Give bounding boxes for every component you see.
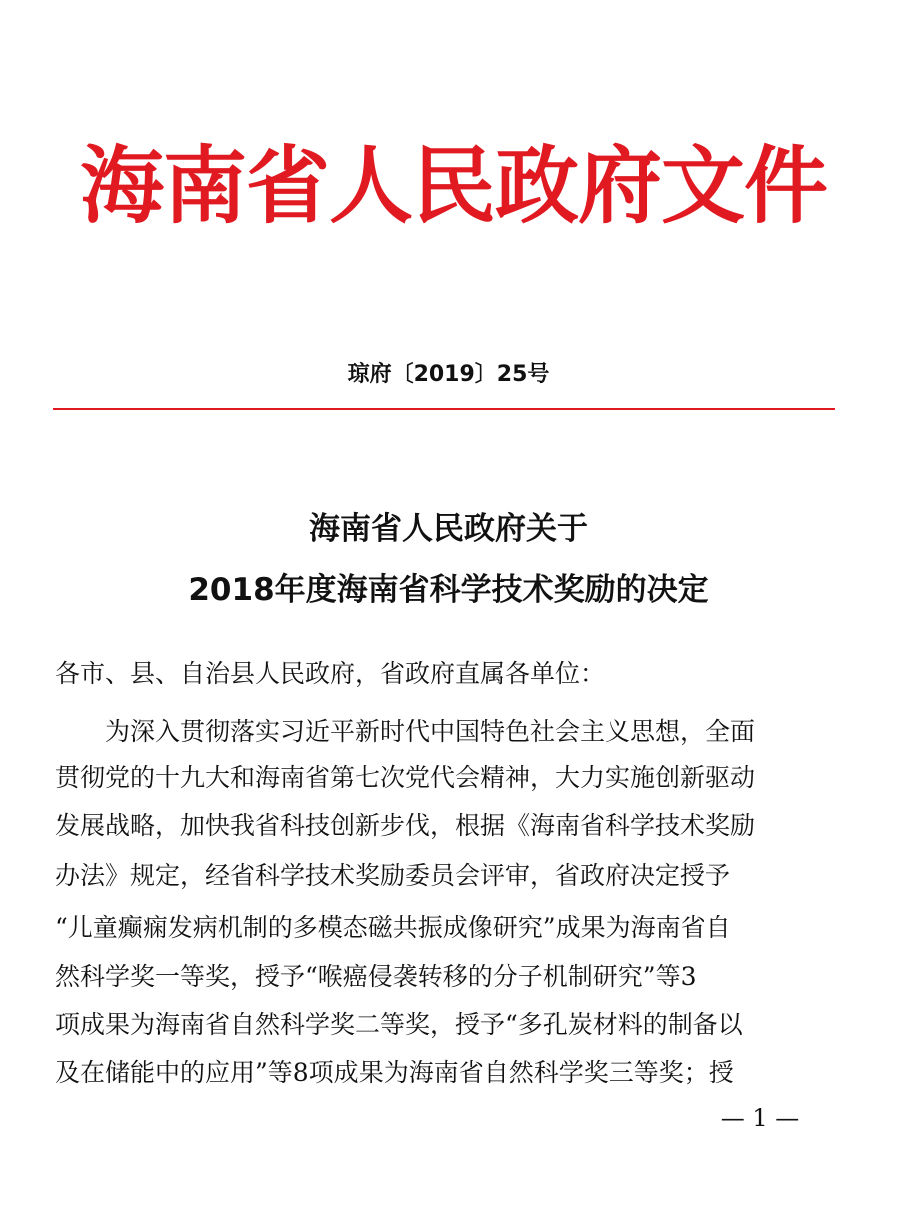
addressee-line: 各市、县、自治县人民政府，省政府直属各单位： bbox=[55, 659, 606, 688]
body-paragraph-line: 办法》规定，经省科学技术奖励委员会评审，省政府决定授予 bbox=[55, 861, 731, 890]
document-title-line-2: 2018年度海南省科学技术奖励的决定 bbox=[188, 572, 709, 608]
body-paragraph-line: 及在储能中的应用”等8项成果为海南省自然科学奖三等奖；授 bbox=[55, 1058, 734, 1087]
body-paragraph-line: 发展战略，加快我省科技创新步伐，根据《海南省科学技术奖励 bbox=[55, 811, 756, 840]
document-title-line-1: 海南省人民政府关于 bbox=[309, 511, 588, 547]
body-paragraph-line: “儿童癫痫发病机制的多模态磁共振成像研究”成果为海南省自 bbox=[55, 913, 731, 942]
page-number: — 1 — bbox=[720, 1104, 800, 1132]
letterhead-title: 海南省人民政府文件 bbox=[80, 136, 828, 235]
body-paragraph-line: 贯彻党的十九大和海南省第七次党代会精神，大力实施创新驱动 bbox=[55, 763, 756, 792]
body-paragraph-line: 为深入贯彻落实习近平新时代中国特色社会主义思想，全面 bbox=[105, 717, 756, 746]
body-paragraph-line: 项成果为海南省自然科学奖二等奖，授予“多孔炭材料的制备以 bbox=[55, 1010, 743, 1039]
red-divider-line bbox=[53, 408, 835, 410]
body-paragraph-line: 然科学奖一等奖，授予“喉癌侵袭转移的分子机制研究”等3 bbox=[55, 962, 697, 991]
document-number: 琼府〔2019〕25号 bbox=[347, 362, 550, 387]
